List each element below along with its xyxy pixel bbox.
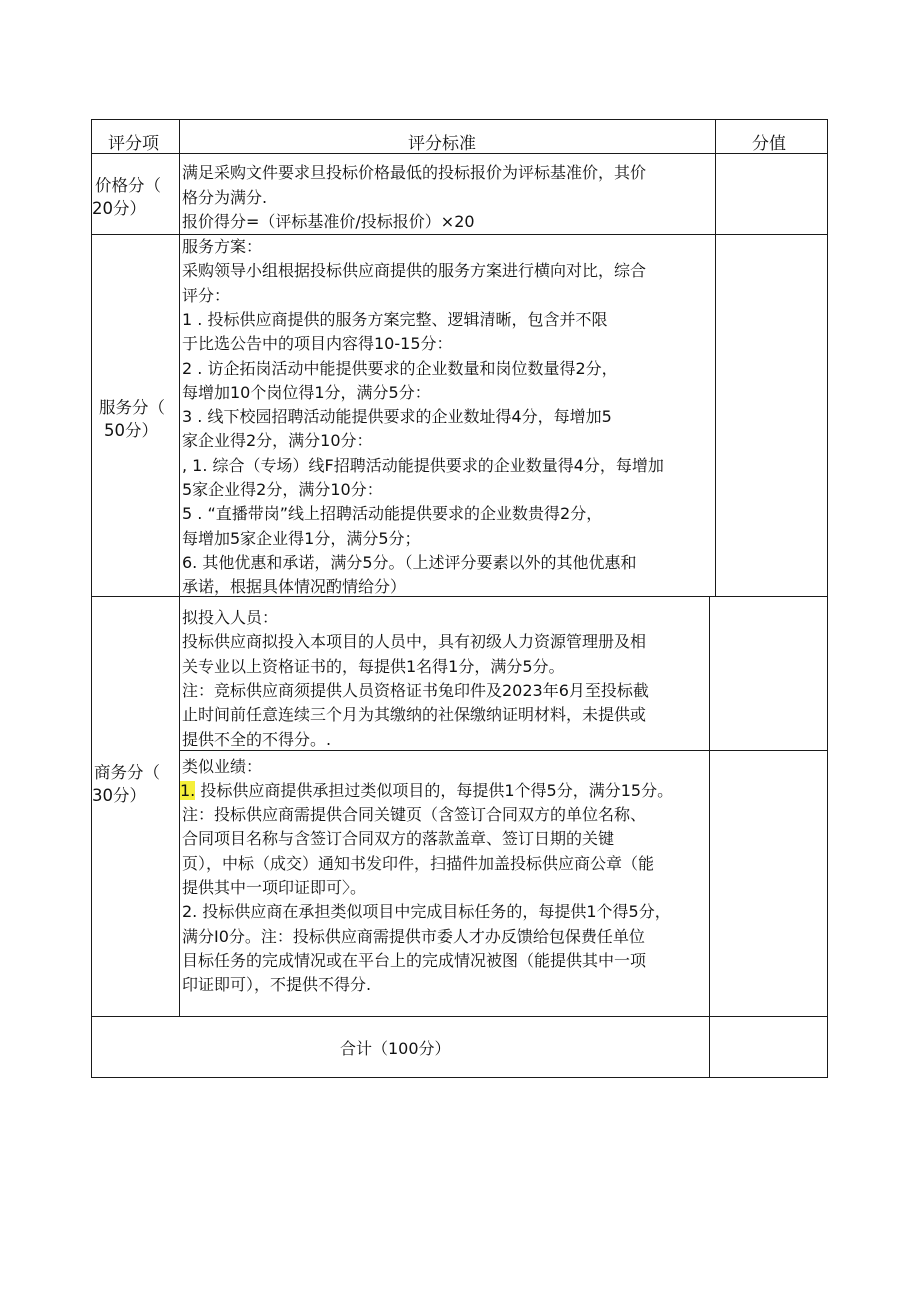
- performance-line: 满分I0分。注：投标供应商需提供市委人才办反馈给包保费任单位: [182, 927, 645, 946]
- performance-line: 2. 投标供应商在承担类似项目中完成目标任务的，每提供1个得5分，: [182, 902, 671, 921]
- table-bottom-border: [91, 1077, 828, 1078]
- personnel-line: 注：竞标供应商须提供人员资格证书兔印件及2023年6月至投标截: [182, 681, 649, 700]
- service-line: 5家企业得2分，满分10分：: [182, 480, 383, 499]
- header-criteria: 评分标准: [408, 134, 476, 154]
- service-bottom-border: [91, 596, 828, 597]
- service-line: 2 . 访企拓岗活动中能提供要求的企业数量和岗位数量得2分，: [182, 359, 618, 378]
- service-criteria: [180, 235, 714, 596]
- score-column-divider-lower: [709, 596, 710, 1078]
- service-line: 每增加10个岗位得1分，满分5分：: [182, 383, 431, 402]
- header-score: 分值: [752, 134, 786, 154]
- performance-item1-text: 投标供应商提供承担过类似项目的，每提供1个得5分，满分15分。: [195, 781, 674, 800]
- service-line: 1 . 投标供应商提供的服务方案完整、逻辑清晰，包含并不限: [182, 310, 608, 329]
- service-label-line2: 50分）: [104, 421, 158, 440]
- personnel-line: 投标供应商拟投入本项目的人员中，具有初级人力资源管理册及相: [182, 632, 647, 651]
- table-right-border: [827, 119, 828, 1078]
- personnel-line: 拟投入人员：: [182, 608, 279, 627]
- service-line: 承诺，根据具体情况酌情给分）: [182, 577, 407, 596]
- price-line: 格分为满分.: [182, 188, 268, 207]
- business-label-line1: 商务分（: [94, 763, 160, 782]
- total-label: 合计（100分）: [340, 1039, 451, 1058]
- performance-item1-number: 1.: [180, 781, 196, 800]
- personnel-line: 关专业以上资格证书的，每提供1名得1分，满分5分。: [182, 657, 565, 676]
- table-left-border: [91, 119, 92, 1078]
- performance-line: 目标任务的完成情况或在平台上的完成情况被图（能提供其中一项: [182, 951, 647, 970]
- price-line: 满足采购文件要求旦投标价格最低的投标报价为评标基准价，其价: [182, 163, 647, 182]
- service-line: 家企业得2分，满分10分：: [182, 431, 373, 450]
- personnel-line: 止时间前任意连续三个月为其缴纳的社保缴纳证明材料，未提供或: [182, 705, 647, 724]
- service-line: 3 . 线下校园招聘活动能提供要求的企业数址得4分，每增加5: [182, 407, 612, 426]
- business-label-line2: 30分）: [92, 786, 146, 805]
- performance-line: 印证即可），不提供不得分.: [182, 975, 372, 994]
- price-line: 报价得分=（评标基准价/投标报价）×20: [182, 212, 475, 231]
- score-column-divider-upper: [715, 119, 716, 597]
- price-label-line2: 20分）: [92, 199, 146, 218]
- personnel-line: 提供不全的不得分。.: [182, 730, 332, 749]
- performance-line: 页），中标（成交）通知书发印件，扫描件加盖投标供应商公章（能: [182, 854, 655, 873]
- price-label-line1: 价格分（: [95, 176, 161, 195]
- table-top-border: [91, 119, 828, 120]
- performance-line: 合同项目名称与含签订合同双方的落款盖章、签订日期的关键: [182, 829, 615, 848]
- service-line: 每增加5家企业得1分，满分5分；: [182, 529, 421, 548]
- performance-title: 类似业绩：: [182, 757, 263, 776]
- service-line: 评分：: [182, 286, 231, 305]
- performance-item1: [180, 779, 673, 803]
- performance-line: 注：投标供应商需提供合同关键页（含签订合同双方的单位名称、: [182, 805, 647, 824]
- service-line: 于比选公告中的项目内容得10-15分：: [182, 334, 453, 353]
- service-label-line1: 服务分（: [99, 398, 165, 417]
- header-item: 评分项: [108, 134, 159, 154]
- service-line: 6. 其他优惠和承诺，满分5分。（上述评分要素以外的其他优惠和: [182, 553, 637, 572]
- service-line: 采购领导小组根据投标供应商提供的服务方案进行横向对比，综合: [182, 261, 647, 280]
- performance-line: 提供其中一项印证即可〉。: [182, 878, 367, 897]
- service-line: 服务方案：: [182, 237, 263, 256]
- service-line: 5 . “直播带岗”线上招聘活动能提供要求的企业数贵得2分，: [182, 504, 603, 523]
- service-line: , 1. 综合（专场）线F招聘活动能提供要求的企业数量得4分，每增加: [182, 456, 664, 475]
- business-bottom-border: [91, 1016, 828, 1017]
